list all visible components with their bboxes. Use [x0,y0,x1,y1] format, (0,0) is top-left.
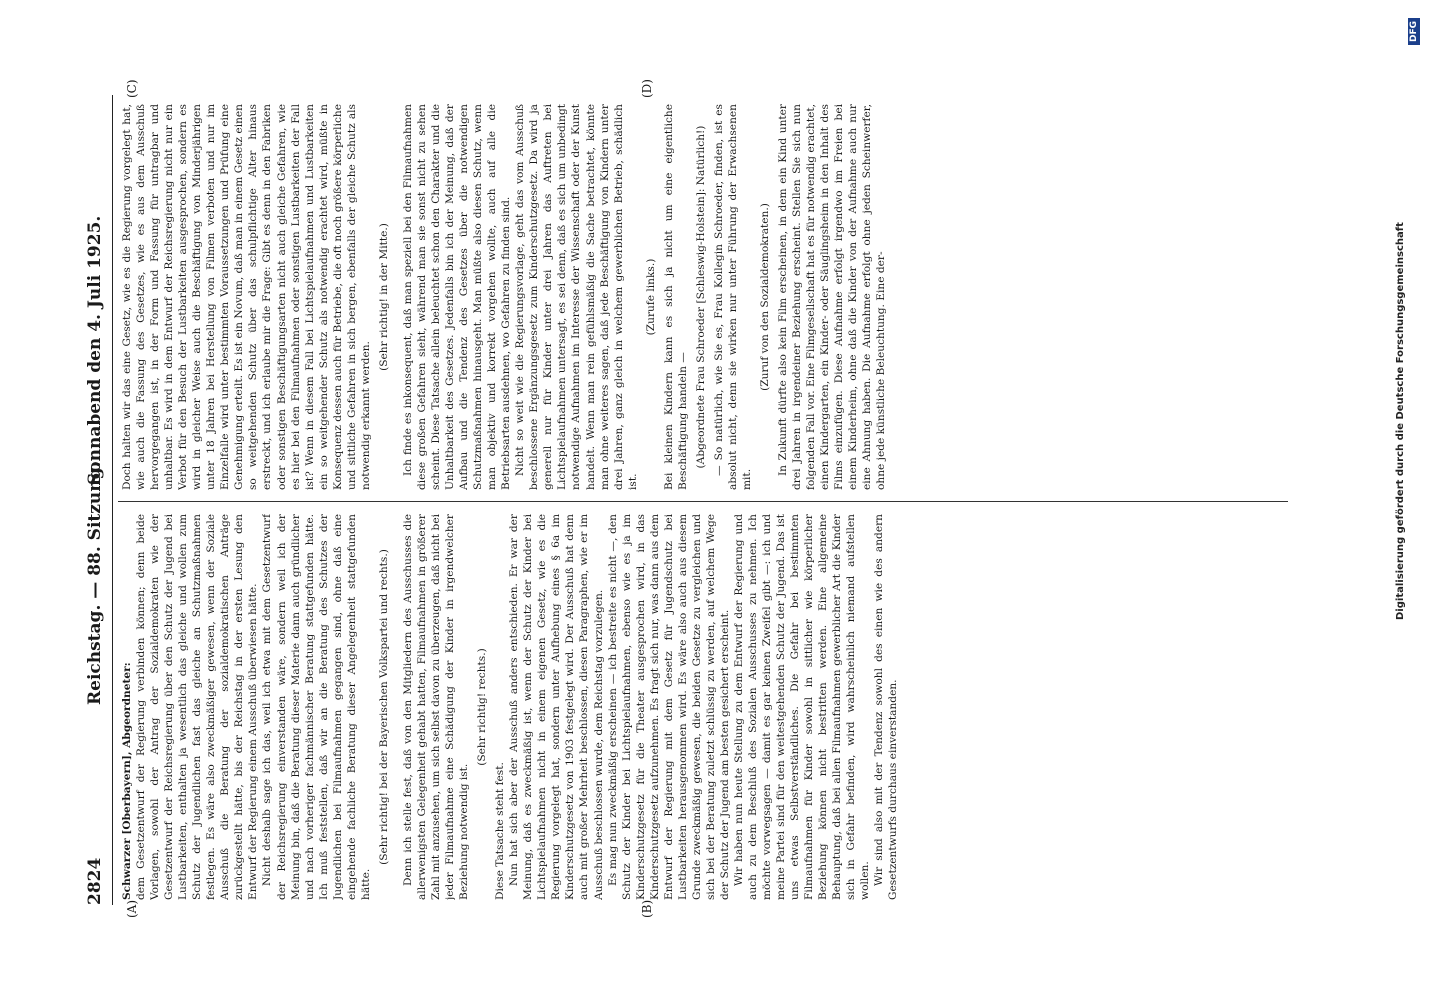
paragraph: Doch halten wir das eine Gesetz, wie es die Regierung vorgelegt hat, wie auch die Fassung des Gesetzes, wie es aus dem Ausschuß hervorgegangen ist, in der Form und Fassung für untragbar und unhaltbar. Es wird in dem Entwurf der Reichsregierung nicht nur ein Verbot für den Besuch der Lustbarkeiten ausgesprochen, sondern es wird in gleicher Weise auch die Beschäftigung von Minderjährigen unter 18 Jahren bei Herstellung von Filmen verboten und nur im Einzelfalle wird unter bestimmten Voraussetzungen und Prüfung eine Genehmigung erteilt. Es ist ein Novum, daß man in einem Gesetz einen so weitgehenden Schutz über das schulpflichtige Alter hinaus erstreckt, und ich erlaube mir die Frage: Gibt es denn in den Fabriken oder sonstigen Beschäftigungsarten nicht auch gleiche Gefahren, wie es hier bei den Filmaufnahmen oder sonstigen Lustbarkeiten der Fall ist? Wenn in diesem Fall bei Lichtspielaufnahmen und Lustbarkeiten ein so weitgehender Schutz als notwendig erachtet wird, müßte in Konsequenz dessen auch für Betriebe, die oft noch größere körperliche und sittliche Gefahren in sich bergen, ebenfalls der gleiche Schutz als notwendig erkannt werden. [121,104,372,490]
column-left [120,514,1290,900]
paragraph: Nicht deshalb sage ich das, weil ich etwa mit dem Gesetzentwurf der Reichsregierung einverstanden wäre, sondern weil ich der Meinung bin, daß die Beratung dieser Materie dann auch gründlicher und nach vorheriger fachmännischer Beratung stattgefunden hätte. Ich muß feststellen, daß wir an die Beratung des Schutzes der Jugendlichen bei Filmaufnahmen gegangen sind, ohne daß eine eingehende fachliche Beratung dieser Angelegenheit stattgefunden hätte. [261,514,372,900]
paragraph: Ich finde es inkonsequent, daß man speziell bei den Filmaufnahmen diese großen Gefahren sieht, während man sie sonst nicht zu sehen scheint. Diese Tatsache allein beleuchtet schon den Charakter und die Unhaltbarkeit des Gesetzes. Jedenfalls bin ich der Meinung, daß der Aufbau und die Tendenz des Gesetzes über die notwendigen Schutzmaßnahmen hinausgeht. Man müßte also diesen Schutz, wenn man objektiv und korrekt vorgehen wollte, auch auf alle die Betriebsarten ausdehnen, wo Gefahren zu finden sind. [401,104,513,490]
page-header [85,105,111,905]
session-title: Reichstag. — 88. Sitzung. [85,461,105,705]
margin-marker-c: (C) [125,79,139,98]
interjection: (Sehr richtig! bei der Bayerischen Volkspartei und rechts.) [377,549,390,865]
speaker-line: Schwarzer [Oberbayern], Abgeordneter: [121,662,133,900]
margin-marker-a: (A) [125,899,139,918]
dfg-logo: DFG [1408,18,1420,45]
paragraph: Es mag nun zweckmäßig erscheinen — ich bestreite es nicht —, den Schutz der Kinder bei Lichtspielaufnahmen, ebenso wie es ja im Kinderschutzgesetz für die Theater ausgesprochen wird, in das Kinderschutzgesetz aufzunehmen. Es fragt sich nur, was dann aus dem Entwurf der Regierung mit dem Gesetz für Jugendschutz bei Lustbarkeiten herausgenommen wird. Es wäre also auch aus diesem Grunde zweckmäßig gewesen, die beiden Gesetze zu vergleichen und sich bei der Beratung zuletzt schlüssig zu werden, auf welchem Wege der Schutz der Jugend am besten gesichert erscheint. [606,514,731,900]
paragraph: Wir haben nun heute Stellung zu dem Entwurf der Regierung und auch zu dem Beschluß des Sozialen Ausschusses zu nehmen. Ich möchte vorwegsagen — damit es gar keinen Zweifel gibt —: ich und meine Partei sind für den weitestgehenden Schutz der Jugend. Das ist uns etwas Selbstverständliches. Die Gefahr bei bestimmten Filmaufnahmen für Kinder sowohl in sittlicher wie körperlicher Beziehung können nicht bestritten werden. Eine allgemeine Behauptung, daß bei allen Filmaufnahmen gewerblicher Art die Kinder sich in Gefahr befinden, wird wahrscheinlich niemand aufstellen wollen. [732,514,872,900]
interjection: (Zurufe links.) [644,258,657,336]
interjection: (Zuruf von den Sozialdemokraten.) [759,203,772,391]
paragraph: Diese Tatsache steht fest. [494,762,507,900]
interjection: (Sehr richtig! rechts.) [476,648,489,766]
header-rule [112,95,113,905]
paragraph: Denn ich stelle fest, daß von den Mitgliedern des Ausschusses die allerwenigsten Gelegenheit gehabt hatten, Filmaufnahmen in größerer Zahl mit anzusehen, um sich selbst davon zu überzeugen, daß nicht bei jeder Filmaufnahme eine Schädigung der Kinder in irgendwelcher Beziehung notwendig ist. [401,514,471,900]
paragraph: Nun hat sich aber der Ausschuß anders entschieden. Er war der Meinung, daß es zweckmäßig ist, wenn der Schutz der Kinder bei Lichtspielaufnahmen nicht in einem eigenen Gesetz, wie es die Regierung vorgelegt hat, sondern unter Aufhebung eines § 6a im Kinderschutzgesetz von 1903 festgelegt wird. Der Ausschuß hat denn auch mit großer Mehrheit beschlossen, diesen Paragraphen, wie er im Ausschuß beschlossen wurde, dem Reichstag vorzulegen. [508,514,605,900]
paragraph: Bei kleinen Kindern kann es sich ja nicht um eine eigentliche Beschäftigung handeln — [662,104,689,490]
paragraph: In Zukunft dürfte also kein Film erscheinen, in dem ein Kind unter drei Jahren in irgendeiner Beziehung erscheint. Stellen Sie sich nun folgenden Fall vor. Eine Filmgesellschaft hat es für notwendig erachtet, einen Kindergarten, ein Kinder- oder Säuglingsheim in den Inhalt des Films einzufügen. Diese Aufnahme erfolgt irgendwo im Freien bei einem Kinderheim, ohne daß die Kinder von der Aufnahme auch nur eine Ahnung haben. Die Aufnahme erfolgt ohne jeden Scheinwerfer, ohne jede künstliche Beleuchtung. Eine der- [777,104,888,490]
interjection: (Abgeordnete Frau Schroeder [Schleswig-Holstein]: Natürlich!) [694,125,707,469]
column-right [120,104,1290,490]
session-date: Sonnabend den 4. Juli 1925. [85,215,105,485]
paragraph: Wir sind also mit der Tendenz sowohl des einen wie des andern Gesetzentwurfs durchaus einverstanden. [873,514,900,900]
paragraph: — So natürlich, wie Sie es, Frau Kollegin Schroeder, finden, ist es absolut nicht, denn sie wirken nur unter Führung der Erwachsenen mit. [712,104,753,490]
paragraph: dem Gesetzentwurf der Regierung verbinden können; denn beide Vorlagen, sowohl der Antrag der Sozialdemokraten wie der Gesetzentwurf der Reichsregierung über den Schutz der Jugend bei Lustbarkeiten, enthalten ja wesentlich das gleiche und wollen zum Schutz der Jugendlichen fast das gleiche an Schutzmaßnahmen festlegen. Es wäre also zweckmäßiger gewesen, wenn der Soziale Ausschuß die Beratung der sozialdemokratischen Anträge zurückgestellt hätte, bis der Reichstag in der ersten Lesung den Entwurf der Regierung einem Ausschuß überwiesen hätte. [135,514,260,900]
paragraph: Nicht so weit wie die Regierungsvorlage, geht das vom Ausschuß beschlossene Ergänzungsgesetz zum Kinderschutzgesetz. Da wird ja generell nur für Kinder unter drei Jahren das Auftreten bei Lichtspielaufnahmen untersagt, es sei denn, daß es sich um unbedingt notwendige Aufnahmen im Interesse der Wissenschaft oder der Kunst handelt. Wenn man rein gefühlsmäßig die Sache betrachtet, könnte man ohne weiteres sagen, daß jede Beschäftigung von Kindern unter drei Jahren, ganz gleich in welchem gewerblichen Betrieb, schädlich ist. [514,104,639,490]
page-number: 2824 [85,857,105,905]
digitization-credit: Digitalisierung gefördert durch die Deutsche Forschungsgemeinschaft [1395,222,1406,620]
interjection: (Sehr richtig! in der Mitte.) [377,223,390,371]
column-divider [118,501,1288,502]
margin-marker-d: (D) [640,79,654,98]
margin-marker-b: (B) [640,899,654,918]
